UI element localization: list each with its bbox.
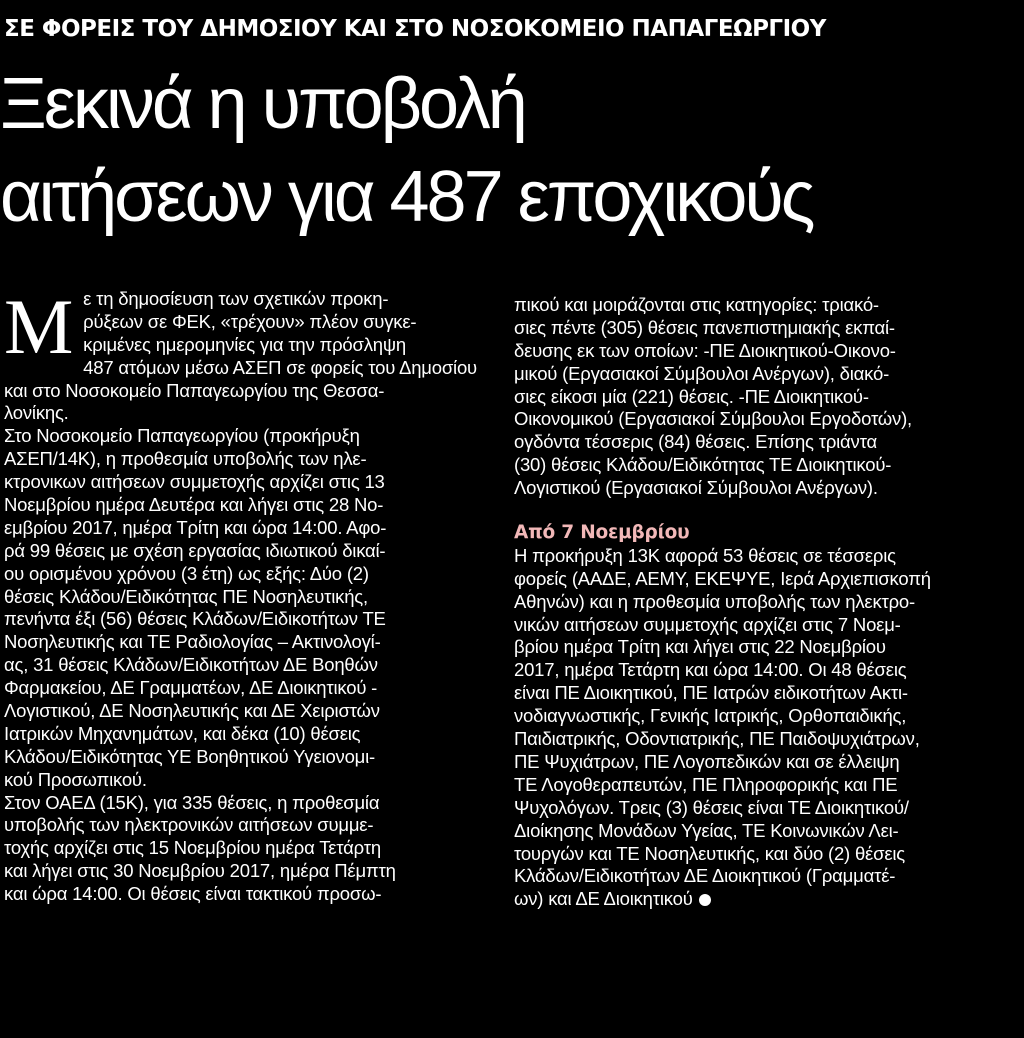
headline-line-1: Ξεκινά η υποβολή [0, 64, 525, 144]
text-line: κού Προσωπικού. [4, 768, 147, 790]
text-line: Η προκήρυξη 13Κ αφορά 53 θέσεις σε τέσσερις [514, 544, 896, 566]
text-line: κτρονικων αιτήσεων συμμετοχής αρχίζει στις 13 [4, 471, 385, 493]
text-line: υποβολής των ηλεκτρονικών αιτήσεων συμμε- [4, 814, 374, 836]
headline-line-2: αιτήσεων για 487 εποχικούς [0, 157, 813, 237]
text-line: ΑΣΕΠ/14Κ), η προθεσμία υποβολής των ηλε- [4, 448, 367, 470]
text-line: και ώρα 14:00. Οι θέσεις είναι τακτικού προσω- [4, 883, 382, 905]
text-line: Λογιστικού, ΔΕ Νοσηλευτικής και ΔΕ Χειριστών [4, 700, 380, 722]
text-line: νικών αιτήσεων συμμετοχής αρχίζει στις 7 Νοεμ- [514, 613, 901, 635]
text-line: ας, 31 θέσεις Κλάδων/Ειδικοτήτων ΔΕ Βοηθών [4, 654, 378, 676]
text-line: βρίου ημέρα Τρίτη και λήγει στις 22 Νοεμβρίου [514, 636, 886, 658]
text-line: Ιατρικών Μηχανημάτων, και δέκα (10) θέσεις [4, 722, 361, 744]
text-line: θέσεις Κλάδου/Ειδικότητας ΠΕ Νοσηλευτικής, [4, 585, 368, 607]
text-line: ε τη δημοσίευση των σχετικών προκη- [83, 288, 389, 309]
text-line: Στον ΟΑΕΔ (15Κ), για 335 θέσεις, η προθεσμία [4, 791, 380, 813]
end-of-article-dot-icon [699, 894, 711, 906]
text-line: τοχής αρχίζει στις 15 Νοεμβρίου ημέρα Τετάρτη [4, 837, 381, 859]
text-line: και λήγει στις 30 Νοεμβρίου 2017, ημέρα Πέμπτη [4, 860, 396, 882]
text-line: σιες πέντε (305) θέσεις πανεπιστημιακής εκπαί- [514, 316, 895, 338]
text-line: (30) θέσεις Κλάδου/Ειδικότητας ΤΕ Διοικητικού- [514, 454, 892, 476]
drop-cap: Μ [4, 283, 74, 370]
text-line: κριμένες ημερομηνίες για την πρόσληψη [83, 333, 406, 355]
text-line: πικού και μοιράζονται στις κατηγορίες: τριακό- [514, 294, 879, 315]
text-line: ΠΕ Ψυχιάτρων, ΠΕ Λογοπεδικών και σε έλλειψη [514, 750, 900, 772]
text-line: σιες είκοσι μία (221) θέσεις. -ΠΕ Διοικητικού- [514, 385, 869, 407]
main-headline [0, 58, 1020, 244]
text-line: ΤΕ Λογοθεραπευτών, ΠΕ Πληροφορικής και ΠΕ [514, 773, 898, 795]
text-line: ρά 99 θέσεις με σχέση εργασίας ιδιωτικού δικαί- [4, 539, 386, 561]
text-line: Διοίκησης Μονάδων Υγείας, ΤΕ Κοινωνικών Λει- [514, 819, 899, 841]
text-line: Κλάδων/Ειδικοτήτων ΔΕ Διοικητικού (Γραμματέ- [514, 865, 896, 887]
text-line: είναι ΠΕ Διοικητικού, ΠΕ Ιατρών ειδικοτήτων Ακτι- [514, 682, 908, 704]
text-line: ρύξεων σε ΦΕΚ, «τρέχουν» πλέον συγκε- [83, 310, 417, 332]
text-line: ου ορισμένου χρόνου (3 έτη) ως εξής: Δύο (2) [4, 562, 369, 584]
text-line: τουργών και ΤΕ Νοσηλευτικής, και δύο (2) θέσεις [514, 842, 905, 864]
text-line: και στο Νοσοκομείο Παπαγεωργίου της Θεσσα- [4, 379, 385, 401]
text-line: πενήντα έξι (56) θέσεις Κλάδων/Ειδικοτήτων ΤΕ [4, 608, 386, 630]
text-line: ογδόντα τέσσερις (84) θέσεις. Επίσης τριάντα [514, 431, 877, 453]
text-line: Στο Νοσοκομείο Παπαγεωργίου (προκήρυξη [4, 425, 360, 447]
text-line: μικού (Εργασιακοί Σύμβουλοι Ανέργων), διακό- [514, 362, 890, 384]
kicker-headline: ΣΕ ΦΟΡΕΙΣ ΤΟΥ ΔΗΜΟΣΙΟΥ ΚΑΙ ΣΤΟ ΝΟΣΟΚΟΜΕΙΟ ΠΑΠΑΓΕΩΡΓΙΟΥ [4, 16, 826, 42]
article-column-right [514, 294, 1020, 911]
text-line: Νοσηλευτικής και ΤΕ Ραδιολογίας – Ακτινολογί- [4, 631, 381, 653]
text-line: Οικονομικού (Εργασιακοί Σύμβουλοι Εργοδοτών), [514, 408, 912, 430]
text-line: Νοεμβρίου ημέρα Δευτέρα και λήγει στις 28 Νο- [4, 494, 384, 516]
text-line: εμβρίου 2017, ημέρα Τρίτη και ώρα 14:00. Αφο- [4, 516, 387, 538]
text-line: Ψυχολόγων. Τρεις (3) θέσεις είναι ΤΕ Διοικητικού/ [514, 796, 909, 818]
text-line: Παιδιατρικής, Οδοντιατρικής, ΠΕ Παιδοψυχιάτρων, [514, 728, 920, 750]
text-line: λονίκης. [4, 402, 69, 424]
text-line: 487 ατόμων μέσω ΑΣΕΠ σε φορείς του Δημοσίου [83, 356, 477, 378]
text-line: δευσης εκ των οποίων: -ΠΕ Διοικητικού-Οικονο- [514, 339, 896, 361]
text-line: Κλάδου/Ειδικότητας ΥΕ Βοηθητικού Υγειονομι- [4, 745, 376, 767]
section-subheading: Από 7 Νοεμβρίου [514, 522, 690, 544]
text-line: φορείς (ΑΑΔΕ, ΑΕΜΥ, ΕΚΕΨΥΕ, Ιερά Αρχιεπισκοπή [514, 567, 931, 589]
text-line: 2017, ημέρα Τετάρτη και ώρα 14:00. Οι 48 θέσεις [514, 659, 907, 681]
text-line-last [514, 888, 1020, 911]
text-line: Λογιστικού (Εργασιακοί Σύμβουλοι Ανέργων). [514, 477, 878, 499]
text-line: Αθηνών) και η προθεσμία υποβολής των ηλεκτρο- [514, 590, 915, 612]
article-column-left [4, 283, 488, 906]
text-line: Φαρμακείου, ΔΕ Γραμματέων, ΔΕ Διοικητικού - [4, 677, 378, 699]
text-line: νοδιαγνωστικής, Γενικής Ιατρικής, Ορθοπαιδικής, [514, 705, 907, 727]
text-line-last-text: ων) και ΔΕ Διοικητικού [514, 888, 693, 910]
